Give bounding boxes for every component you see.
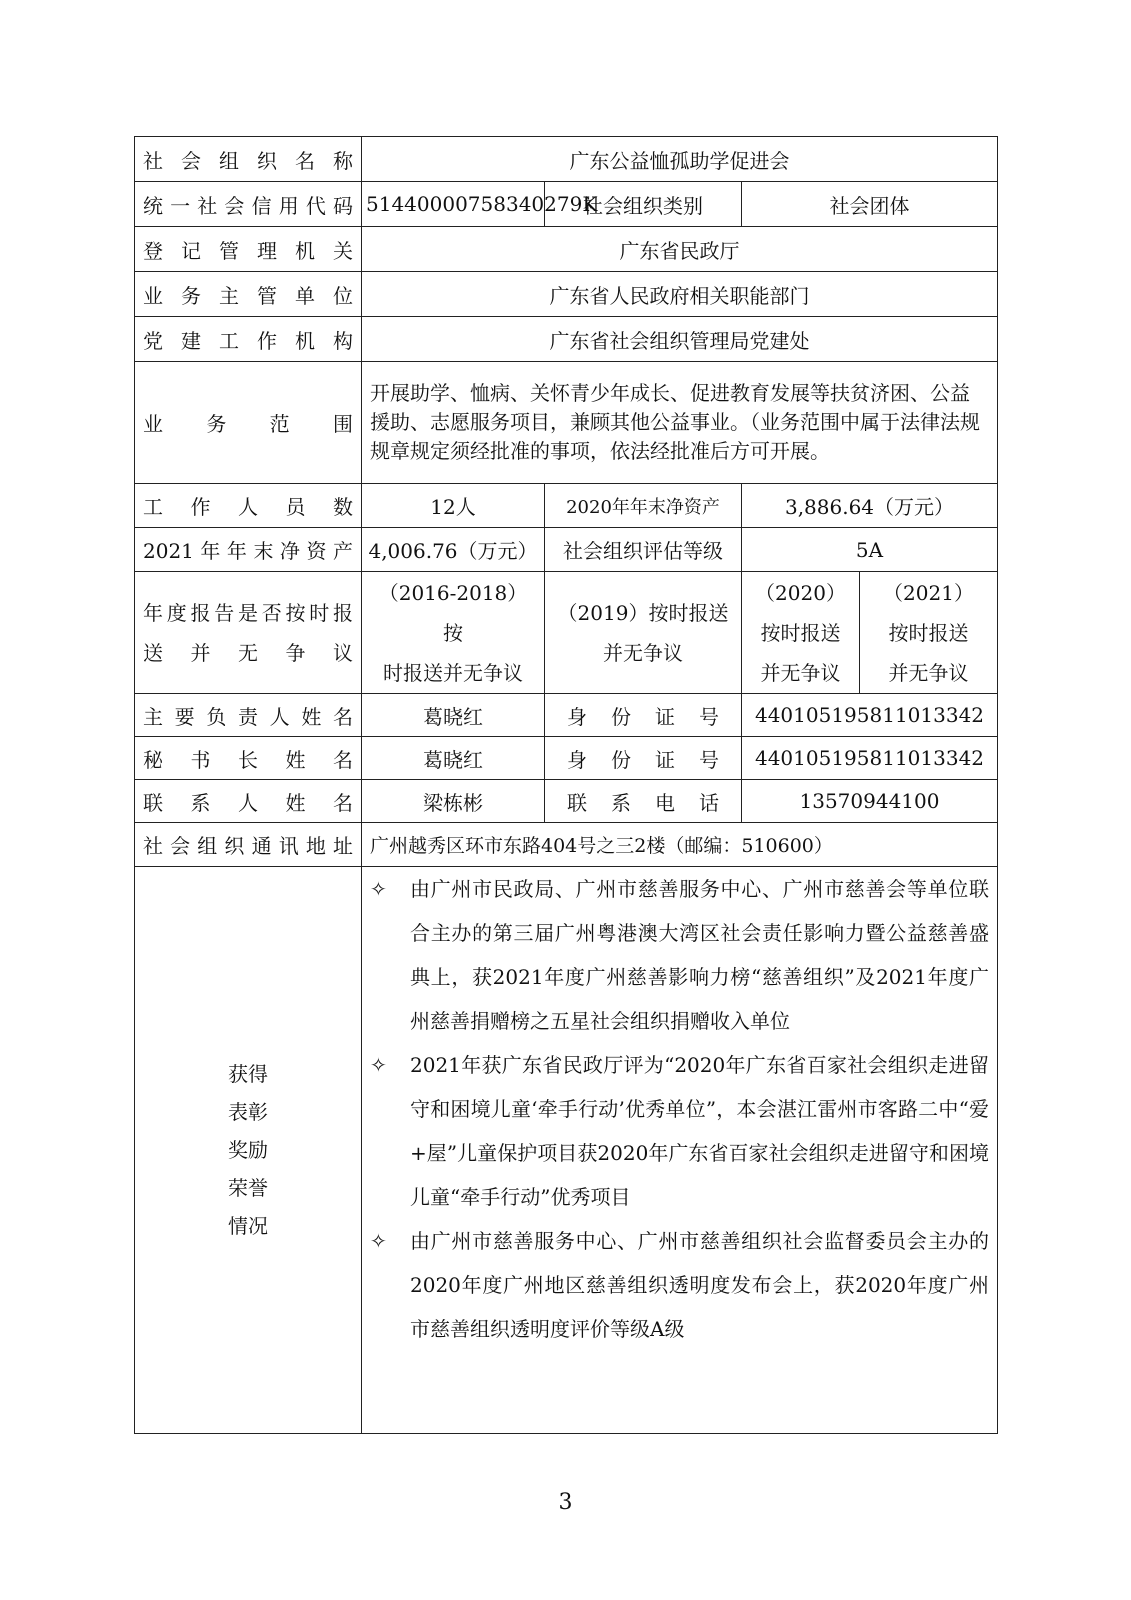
annual-report-c4-line1: （2021） (883, 580, 974, 605)
rating-value: 5A (742, 528, 998, 572)
scope-label: 业务范围 (135, 362, 362, 484)
leader-label: 主要负责人姓名 (135, 694, 362, 737)
assets-2020-value: 3,886.64（万元） (742, 484, 998, 528)
org-type-label: 社会组织类别 (545, 182, 742, 227)
row-credit-code (135, 182, 998, 227)
annual-report-label-line1: 年度报告是否按时报 (143, 600, 353, 625)
row-assets-2021 (135, 528, 998, 572)
row-scope (135, 362, 998, 484)
leader-id-value: 440105195811013342 (742, 694, 998, 737)
award-item (370, 1219, 989, 1351)
row-staff (135, 484, 998, 528)
contact-label: 联系人姓名 (135, 780, 362, 823)
annual-report-label (135, 572, 362, 694)
annual-report-c1-line2: 时报送并无争议 (383, 660, 523, 685)
address-value: 广州越秀区环市东路404号之三2楼（邮编：510600） (362, 823, 998, 867)
secretary-label: 秘书长姓名 (135, 737, 362, 780)
row-contact (135, 780, 998, 823)
supervisor-label: 业务主管单位 (135, 272, 362, 317)
annual-report-c1-line1: （2016-2018）按 (378, 580, 528, 645)
contact-phone-label: 联系电话 (545, 780, 742, 823)
staff-value: 12人 (362, 484, 545, 528)
row-awards (135, 867, 998, 1434)
annual-report-c3-line3: 并无争议 (760, 660, 841, 685)
contact-phone-value: 13570944100 (742, 780, 998, 823)
row-annual-report (135, 572, 998, 694)
annual-report-label-line2: 送并无争议 (143, 640, 353, 665)
address-label: 社会组织通讯地址 (135, 823, 362, 867)
staff-label: 工作人员数 (135, 484, 362, 528)
annual-report-c2-line2: 并无争议 (603, 640, 683, 665)
registration-label: 登记管理机关 (135, 227, 362, 272)
rating-label: 社会组织评估等级 (545, 528, 742, 572)
awards-label-line: 情况 (228, 1214, 268, 1238)
supervisor-value: 广东省人民政府相关职能部门 (362, 272, 998, 317)
annual-report-c4-line2: 按时报送 (888, 620, 969, 645)
awards-label-line: 奖励 (228, 1138, 268, 1162)
assets-2021-label: 2021年年末净资产 (135, 528, 362, 572)
awards-list (362, 867, 998, 1434)
annual-report-2019 (545, 572, 742, 694)
secretary-value: 葛晓红 (362, 737, 545, 780)
sparkle-bullet-icon: ✧ (370, 877, 387, 901)
sparkle-bullet-icon: ✧ (370, 1053, 387, 1077)
awards-label-line: 获得 (228, 1062, 268, 1086)
annual-report-c3-line1: （2020） (755, 580, 846, 605)
annual-report-c3-line2: 按时报送 (760, 620, 841, 645)
row-supervisor (135, 272, 998, 317)
credit-code-label: 统一社会信用代码 (135, 182, 362, 227)
contact-value: 梁栋彬 (362, 780, 545, 823)
row-address (135, 823, 998, 867)
secretary-id-label: 身份证号 (545, 737, 742, 780)
award-text: 由广州市民政局、广州市慈善服务中心、广州市慈善会等单位联合主办的第三届广州粤港澳大湾区社会责任影响力暨公益慈善盛典上，获2021年度广州慈善影响力榜“慈善组织”及2021年度广州慈善捐赠榜之五星社会组织捐赠收入单位 (410, 877, 989, 1033)
awards-label (135, 867, 362, 1434)
annual-report-2016-2018 (362, 572, 545, 694)
registration-value: 广东省民政厅 (362, 227, 998, 272)
row-secretary (135, 737, 998, 780)
org-type-value: 社会团体 (742, 182, 998, 227)
row-leader (135, 694, 998, 737)
sparkle-bullet-icon: ✧ (370, 1229, 387, 1253)
awards-label-line: 荣誉 (228, 1176, 268, 1200)
credit-code-value: 51440000758340279K (362, 182, 545, 227)
party-value: 广东省社会组织管理局党建处 (362, 317, 998, 362)
annual-report-c4-line3: 并无争议 (888, 660, 969, 685)
row-org-name (135, 137, 998, 182)
row-party (135, 317, 998, 362)
annual-report-2020 (742, 572, 860, 694)
award-item (370, 867, 989, 1043)
row-registration (135, 227, 998, 272)
annual-report-c2-line1: （2019）按时报送 (557, 600, 729, 625)
org-name-value: 广东公益恤孤助学促进会 (362, 137, 998, 182)
assets-2021-value: 4,006.76（万元） (362, 528, 545, 572)
party-label: 党建工作机构 (135, 317, 362, 362)
org-name-label: 社会组织名称 (135, 137, 362, 182)
award-item (370, 1043, 989, 1219)
award-text: 由广州市慈善服务中心、广州市慈善组织社会监督委员会主办的2020年度广州地区慈善组织透明度发布会上，获2020年度广州市慈善组织透明度评价等级A级 (410, 1229, 989, 1341)
secretary-id-value: 440105195811013342 (742, 737, 998, 780)
page-number: 3 (558, 1490, 573, 1515)
leader-value: 葛晓红 (362, 694, 545, 737)
award-text: 2021年获广东省民政厅评为“2020年广东省百家社会组织走进留守和困境儿童‘牵手行动’优秀单位”，本会湛江雷州市客路二中“爱+屋”儿童保护项目获2020年广东省百家社会组织走进留守和困境儿童“牵手行动”优秀项目 (410, 1053, 989, 1209)
assets-2020-label: 2020年年末净资产 (545, 484, 742, 528)
annual-report-2021 (860, 572, 998, 694)
awards-label-line: 表彰 (228, 1100, 268, 1124)
org-info-table (134, 136, 998, 1434)
leader-id-label: 身份证号 (545, 694, 742, 737)
scope-value: 开展助学、恤病、关怀青少年成长、促进教育发展等扶贫济困、公益援助、志愿服务项目，兼顾其他公益事业。（业务范围中属于法律法规规章规定须经批准的事项，依法经批准后方可开展。 (362, 362, 998, 484)
